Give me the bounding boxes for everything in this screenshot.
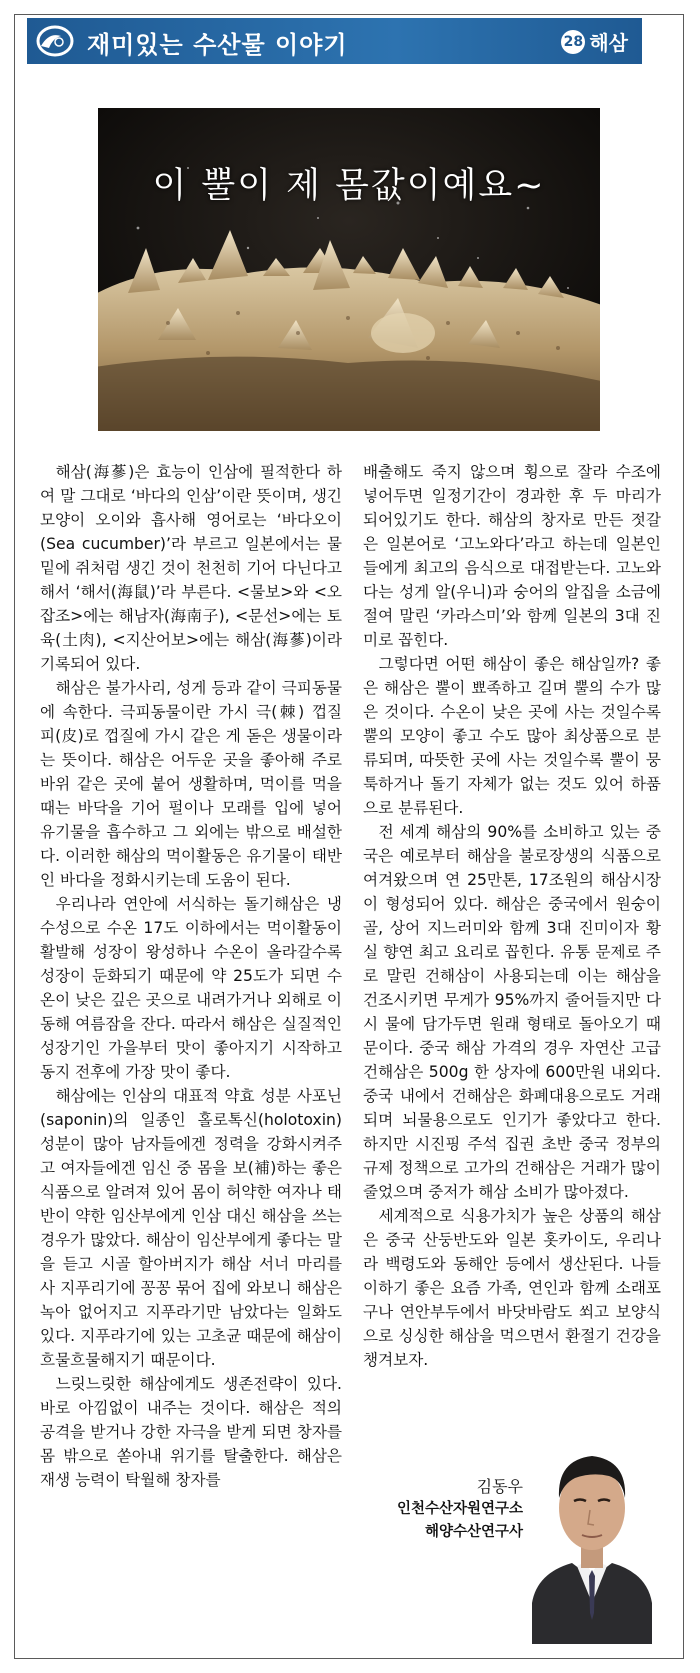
article-paragraph: 해삼에는 인삼의 대표적 약효 성분 사포닌(saponin)의 일종인 홀로톡신(holotoxin) 성분이 많아 남자들에겐 정력을 강화시켜주고 여자들에겐 임신 중 몸을 보(補)하는 좋은 식품으로 알려져 있어 몸이 허약한 여자나 태반이 약한 임산부에게 인삼 대신 해삼을 쓰는 경우가 많았다. 해삼이 임산부에게 좋다는 말을 듣고 시골 할아버지가 해삼 서너 마리를 사 지푸리기에 꽁꽁 묶어 집에 와보니 해삼은 녹아 없어지고 지푸라기만 남았다는 일화도 있다. 지푸라기에 있는 고초균 때문에 해삼이 흐물흐물해지기 때문이다. [40, 1087, 342, 1369]
article-paragraph: 우리나라 연안에 서식하는 돌기해삼은 냉수성으로 수온 17도 이하에서는 먹이활동이 활발해 성장이 왕성하나 수온이 올라갈수록 성장이 둔화되기 때문에 약 25도가 되면 수온이 낮은 깊은 곳으로 내려가거나 외해로 이동해 여름잠을 잔다. 따라서 해삼은 실질적인 성장기인 가을부터 맛이 좋아지기 시작하고 동지 전후에 가장 맛이 좋다. [40, 895, 342, 1081]
column-header [27, 18, 642, 64]
article-paragraph: 세계적으로 식용가치가 높은 상품의 해삼은 중국 산둥반도와 일본 홋카이도, 우리나라 백령도와 동해안 등에서 생산된다. 나들이하기 좋은 요즘 가족, 연인과 함께 소래포구나 연안부두에서 바닷바람도 쐬고 보양식으로 싱싱한 해삼을 먹으면서 환절기 건강을 챙겨보자. [363, 1207, 661, 1369]
series-number-badge: 28 [561, 30, 585, 54]
article-paragraph-continued: 배출해도 죽지 않으며 횡으로 잘라 수조에 넣어두면 일정기간이 경과한 후 두 마리가 되어있기도 한다. 해삼의 창자로 만든 젓갈은 일본어로 ‘고노와다’라고 하는데 일본인들에게 최고의 음식으로 대접받는다. 고노와다는 성게 알(우니)과 숭어의 알집을 소금에 절여 말린 ‘카라스미’와 함께 일본의 3대 진미로 꼽힌다. [363, 463, 661, 649]
author-byline [355, 1475, 523, 1544]
author-title: 해양수산연구사 [424, 1524, 523, 1540]
column-title: 재미있는 수산물 이야기 [87, 31, 348, 59]
series-label [561, 27, 628, 56]
article-column-left [40, 460, 342, 1492]
sea-cucumber-illustration [98, 108, 600, 431]
photo-caption: 이 뿔이 제 몸값이예요~ [152, 166, 546, 206]
article-paragraph: 해삼(海蔘)은 효능이 인삼에 필적한다 하여 말 그대로 ‘바다의 인삼’이란 뜻이며, 생긴 모양이 오이와 흡사해 영어로는 ‘바다오이(Sea cucumber)’라 부르고 일본에서는 물 밑에 쥐처럼 생긴 것이 천천히 기어 다닌다고 해서 ‘해서(海鼠)’라 부른다. <물보>와 <오잡조>에는 해남자(海南子), <문선>에는 토육(土肉), <지산어보>에는 해삼(海蔘)이라 기록되어 있다. [40, 463, 342, 673]
article-paragraph: 느릿느릿한 해삼에게도 생존전략이 있다. 바로 아낌없이 내주는 것이다. 해삼은 적의 공격을 받거나 강한 자극을 받게 되면 창자를 몸 밖으로 쏟아내 위기를 탈출한다. 해삼은 재생 능력이 탁월해 창자를 [40, 1375, 342, 1489]
series-name: 해삼 [589, 31, 628, 55]
author-name: 김동우 [476, 1477, 523, 1496]
article-column-right [363, 460, 661, 1372]
sea-cucumber-photo [98, 108, 600, 431]
author-portrait [527, 1398, 657, 1644]
article-paragraph: 해삼은 불가사리, 성게 등과 같이 극피동물에 속한다. 극피동물이란 가시 극(棘) 껍질 피(皮)로 껍질에 가시 같은 게 돋은 생물이라는 뜻이다. 해삼은 어두운 곳을 좋아해 주로 바위 같은 곳에 붙어 생활하며, 먹이를 먹을 때는 바닥을 기어 펄이나 모래를 입에 넣어 유기물을 흡수하고 그 외에는 밖으로 배설한다. 이러한 해삼의 먹이활동은 유기물이 태반인 바다을 정화시키는데 도움이 된다. [40, 679, 342, 889]
article-paragraph: 전 세계 해삼의 90%를 소비하고 있는 중국은 예로부터 해삼을 불로장생의 식품으로 여겨왔으며 연 25만톤, 17조원의 해삼시장이 형성되어 있다. 해삼은 중국에서 원숭이 골, 상어 지느러미와 함께 3대 진미이자 황실 향연 최고 요리로 꼽힌다. 유통 문제로 주로 말린 건해삼이 사용되는데 이는 해삼을 건조시키면 무게가 95%까지 줄어들지만 다시 물에 담가두면 원래 형태로 돌아오기 때문이다. 중국 해삼 가격의 경우 자연산 고급 건해삼은 500g 한 상자에 600만원 내외다. 중국 내에서 건해삼은 화폐대용으로도 거래되며 뇌물용으로도 인기가 좋았다고 한다. 하지만 시진핑 주석 집권 초반 중국 정부의 규제 정책으로 고가의 건해삼은 거래가 많이 줄었으며 중저가 해삼 소비가 많아졌다. [363, 823, 661, 1201]
author-photo-icon [527, 1398, 657, 1644]
wave-logo-icon [35, 24, 75, 58]
article-paragraph: 그렇다면 어떤 해삼이 좋은 해삼일까? 좋은 해삼은 뿔이 뾰족하고 길며 뿔의 수가 많은 것이다. 수온이 낮은 곳에 사는 것일수록 뿔의 모양이 좋고 수도 많아 최상품으로 분류되며, 따뜻한 곳에 사는 것일수록 뿔이 뭉툭하거나 돌기 자체가 없는 것도 있어 하품으로 분류된다. [363, 655, 661, 817]
author-affiliation: 인천수산자원연구소 [396, 1501, 523, 1517]
